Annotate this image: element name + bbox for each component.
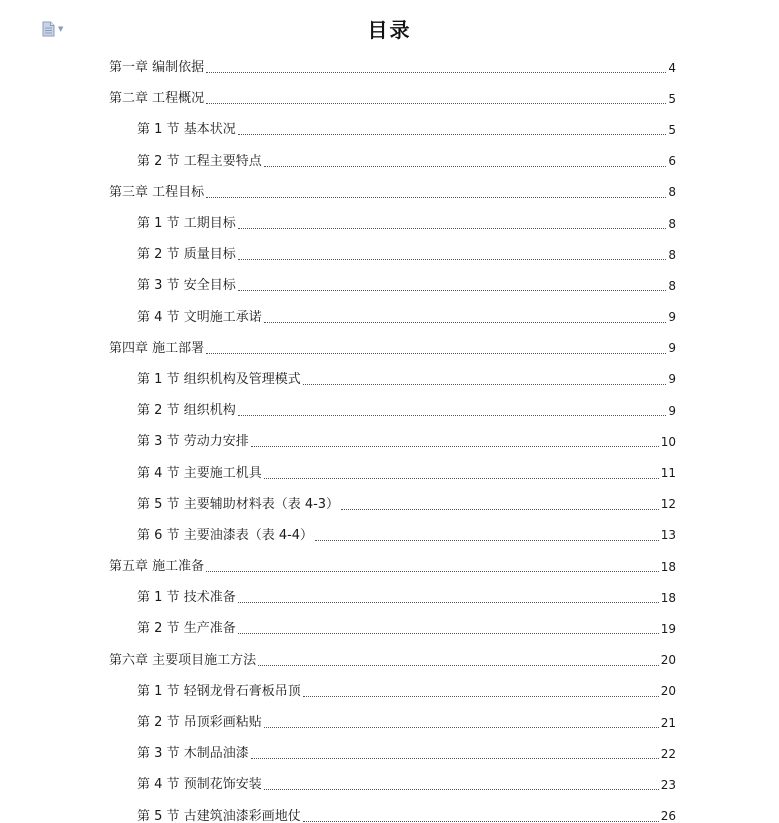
toc-dot-leader (206, 197, 666, 198)
toc-entry-label: 第 3 节 (137, 746, 180, 762)
toc-section-entry[interactable] (137, 520, 676, 551)
toc-page-number: 21 (660, 715, 676, 730)
toc-entry-label: 第 2 节 (137, 153, 180, 169)
toc-section-entry[interactable] (137, 738, 676, 769)
toc-page-number: 11 (660, 466, 676, 481)
toc-chapter-entry[interactable] (109, 645, 676, 676)
toc-page-number: 8 (668, 247, 676, 262)
toc-entry-title: 古建筑油漆彩画地仗 (183, 808, 301, 823)
toc-page-number: 9 (668, 372, 676, 387)
toc-entry-text (137, 747, 249, 760)
toc-entry-text (137, 591, 236, 604)
toc-dot-leader (206, 103, 666, 104)
toc-entry-label: 第二章 (109, 91, 149, 107)
toc-list (0, 52, 779, 823)
toc-page-number: 9 (668, 403, 676, 418)
toc-entry-label: 第五章 (109, 559, 149, 575)
toc-entry-text (137, 810, 301, 823)
toc-dot-leader (251, 758, 659, 759)
toc-entry-text (137, 217, 236, 230)
toc-section-entry[interactable] (137, 769, 676, 800)
toc-entry-text (137, 373, 301, 386)
toc-page-number: 26 (660, 809, 676, 823)
toc-entry-text (137, 498, 339, 511)
toc-page-number: 12 (660, 497, 676, 512)
toc-entry-text (109, 61, 204, 74)
toc-page-number: 8 (668, 185, 676, 200)
toc-entry-title: 组织机构 (183, 403, 236, 419)
toc-dot-leader (238, 259, 667, 260)
toc-section-entry[interactable] (137, 270, 676, 301)
toc-dot-leader (303, 384, 667, 385)
toc-entry-text (137, 155, 262, 168)
toc-entry-title: 工程主要特点 (183, 153, 262, 169)
toc-page-number: 18 (660, 590, 676, 605)
toc-dot-leader (303, 821, 659, 822)
toc-page-number: 22 (660, 746, 676, 761)
toc-page-number: 19 (660, 621, 676, 636)
toc-page-number: 18 (660, 559, 676, 574)
toc-entry-label: 第 1 节 (137, 683, 180, 699)
toc-entry-label: 第 2 节 (137, 621, 180, 637)
toc-dot-leader (264, 478, 659, 479)
toc-title: 目录 (367, 18, 412, 42)
toc-section-entry[interactable] (137, 395, 676, 426)
toc-entry-text (137, 248, 236, 261)
toc-dot-leader (251, 446, 659, 447)
toc-entry-title: 安全目标 (183, 278, 236, 294)
toc-entry-title: 预制花饰安装 (183, 777, 262, 793)
toc-page-number: 4 (668, 60, 676, 75)
toc-entry-text (109, 560, 204, 573)
toc-entry-label: 第 3 节 (137, 278, 180, 294)
toc-entry-text (137, 529, 313, 542)
toc-entry-label: 第六章 (109, 652, 149, 668)
toc-page-number: 13 (660, 528, 676, 543)
toc-entry-label: 第 1 节 (137, 122, 180, 138)
toc-page-number: 9 (668, 310, 676, 325)
toc-section-entry[interactable] (137, 364, 676, 395)
toc-entry-label: 第 5 节 (137, 496, 180, 512)
toc-entry-label: 第 1 节 (137, 590, 180, 606)
toc-dot-leader (341, 509, 659, 510)
toc-entry-text (137, 622, 236, 635)
toc-entry-text (137, 467, 262, 480)
toc-section-entry[interactable] (137, 707, 676, 738)
toc-page-number: 10 (660, 434, 676, 449)
toc-entry-label: 第 1 节 (137, 216, 180, 232)
toc-dot-leader (238, 134, 667, 135)
toc-dot-leader (264, 789, 659, 790)
toc-page-number: 5 (668, 91, 676, 106)
toc-entry-text (137, 716, 262, 729)
toc-section-entry[interactable] (137, 426, 676, 457)
toc-page-number: 23 (660, 777, 676, 792)
toc-entry-label: 第 4 节 (137, 777, 180, 793)
toc-section-entry[interactable] (137, 114, 676, 145)
toc-dot-leader (238, 228, 667, 229)
toc-page-number: 9 (668, 341, 676, 356)
toc-page-number: 6 (668, 154, 676, 169)
toc-dot-leader (264, 322, 667, 323)
toc-entry-title: 施工准备 (152, 559, 205, 575)
toc-dot-leader (303, 696, 659, 697)
toc-section-entry[interactable] (137, 457, 676, 488)
toc-section-entry[interactable] (137, 613, 676, 644)
toc-entry-title: 主要油漆表（表 4-4） (183, 527, 314, 543)
toc-dot-leader (238, 415, 667, 416)
toc-entry-title: 主要施工机具 (183, 465, 262, 481)
toc-page-number: 8 (668, 278, 676, 293)
toc-dot-leader (238, 602, 659, 603)
toc-dot-leader (258, 665, 659, 666)
toc-entry-text (109, 92, 204, 105)
toc-entry-text (109, 342, 204, 355)
toc-section-entry[interactable] (137, 302, 676, 333)
toc-entry-text (137, 123, 236, 136)
toc-entry-text (137, 685, 301, 698)
toc-entry-text (137, 778, 262, 791)
toc-section-entry[interactable] (137, 239, 676, 270)
toc-dot-leader (264, 166, 667, 167)
toc-entry-title: 轻钢龙骨石膏板吊顶 (183, 683, 301, 699)
toc-dot-leader (238, 290, 667, 291)
toc-entry-label: 第 3 节 (137, 434, 180, 450)
toc-dot-leader (238, 633, 659, 634)
toc-entry-label: 第 2 节 (137, 715, 180, 731)
toc-section-entry[interactable] (137, 208, 676, 239)
toc-entry-title: 劳动力安排 (183, 434, 249, 450)
toc-chapter-entry[interactable] (109, 333, 676, 364)
toc-entry-label: 第四章 (109, 340, 149, 356)
toc-page-number: 20 (660, 653, 676, 668)
toc-entry-title: 工程目标 (152, 184, 205, 200)
toc-entry-label: 第 4 节 (137, 465, 180, 481)
toc-dot-leader (206, 571, 659, 572)
toc-chapter-entry[interactable] (109, 83, 676, 114)
toc-entry-text (137, 435, 249, 448)
toc-page-number: 20 (660, 684, 676, 699)
toc-section-entry[interactable] (137, 489, 676, 520)
toc-entry-label: 第一章 (109, 60, 149, 76)
toc-entry-label: 第 4 节 (137, 309, 180, 325)
toc-entry-text (109, 654, 256, 667)
toc-page-number: 8 (668, 216, 676, 231)
toc-section-entry[interactable] (137, 801, 676, 823)
toc-entry-title: 技术准备 (183, 590, 236, 606)
toc-entry-text (109, 186, 204, 199)
toc-entry-title: 工程概况 (152, 91, 205, 107)
toc-entry-label: 第 6 节 (137, 527, 180, 543)
caret-down-icon: ▼ (58, 24, 64, 33)
toc-entry-title: 施工部署 (152, 340, 205, 356)
toc-entry-title: 吊顶彩画粘贴 (183, 715, 262, 731)
toc-section-entry[interactable] (137, 582, 676, 613)
toc-section-entry[interactable] (137, 146, 676, 177)
toc-entry-label: 第 1 节 (137, 371, 180, 387)
toc-entry-title: 木制品油漆 (183, 746, 249, 762)
toc-entry-title: 文明施工承诺 (183, 309, 262, 325)
toc-chapter-entry[interactable] (109, 52, 676, 83)
toc-entry-text (137, 279, 236, 292)
toc-entry-title: 主要辅助材料表（表 4-3） (183, 496, 340, 512)
toc-entry-title: 生产准备 (183, 621, 236, 637)
toc-entry-title: 基本状况 (183, 122, 236, 138)
toc-entry-title: 编制依据 (152, 60, 205, 76)
toc-entry-label: 第 2 节 (137, 403, 180, 419)
toc-dot-leader (315, 540, 659, 541)
toc-entry-title: 质量目标 (183, 247, 236, 263)
toc-entry-label: 第三章 (109, 184, 149, 200)
toc-section-entry[interactable] (137, 676, 676, 707)
toc-dot-leader (206, 72, 666, 73)
toc-page-number: 5 (668, 122, 676, 137)
toc-entry-text (137, 311, 262, 324)
toc-entry-title: 组织机构及管理模式 (183, 371, 301, 387)
toc-entry-text (137, 404, 236, 417)
toc-entry-label: 第 2 节 (137, 247, 180, 263)
toc-entry-title: 工期目标 (183, 216, 236, 232)
toc-dot-leader (264, 727, 659, 728)
toc-entry-label: 第 5 节 (137, 808, 180, 823)
toc-dot-leader (206, 353, 666, 354)
toc-chapter-entry[interactable] (109, 551, 676, 582)
toc-entry-title: 主要项目施工方法 (152, 652, 257, 668)
toc-chapter-entry[interactable] (109, 177, 676, 208)
